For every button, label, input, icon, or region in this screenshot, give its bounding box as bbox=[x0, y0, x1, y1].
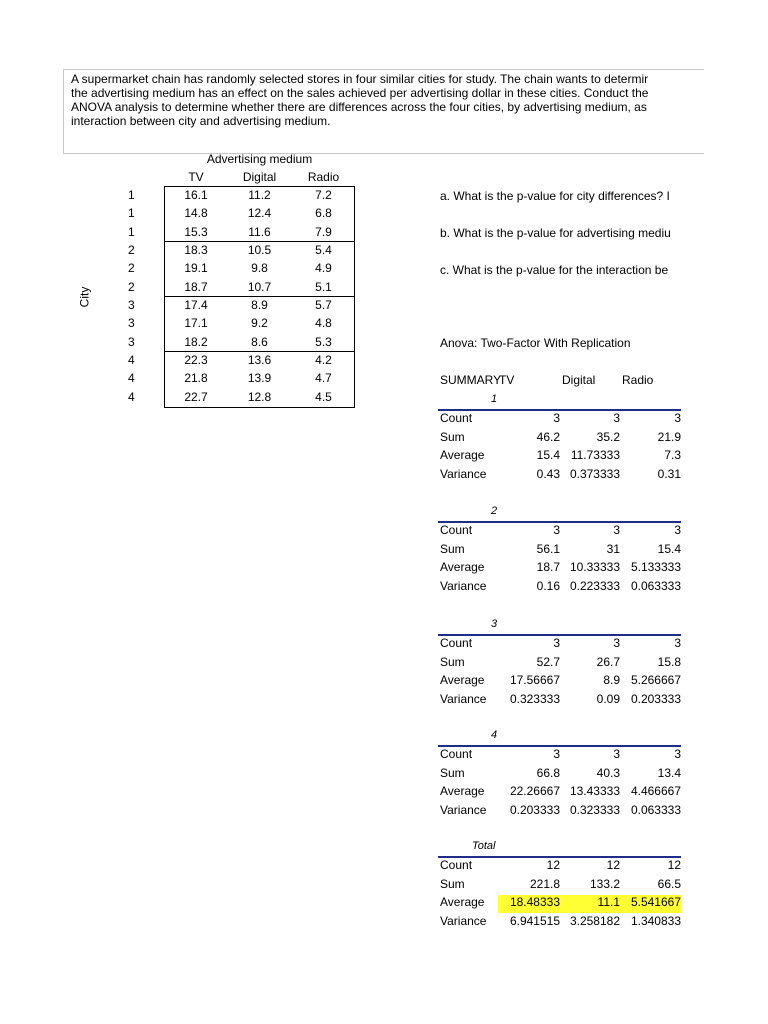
value-cell: 22.3 bbox=[184, 353, 208, 367]
summary-label: SUMMARY bbox=[440, 373, 502, 387]
value-cell: 7.2 bbox=[315, 188, 332, 202]
problem-line: ANOVA analysis to determine whether there are differences across the four cities, by advertising medium, as bbox=[71, 100, 647, 114]
city-cell: 1 bbox=[128, 188, 135, 202]
stat-label: Sum bbox=[440, 430, 465, 444]
stat-value: 0.063333 bbox=[630, 803, 681, 817]
value-cell: 17.4 bbox=[184, 298, 208, 312]
city-cell: 3 bbox=[128, 316, 135, 330]
stat-value: 26.7 bbox=[596, 655, 620, 669]
value-cell: 8.9 bbox=[251, 298, 268, 312]
value-cell: 18.7 bbox=[184, 280, 208, 294]
stat-value: 18.48333 bbox=[509, 895, 560, 909]
stat-value: 0.223333 bbox=[569, 579, 620, 593]
stat-value: 0.323333 bbox=[569, 803, 620, 817]
value-cell: 22.7 bbox=[184, 390, 208, 404]
stat-label: Count bbox=[440, 523, 473, 537]
value-cell: 4.9 bbox=[315, 261, 332, 275]
value-cell: 9.8 bbox=[251, 261, 268, 275]
stat-value: 46.2 bbox=[536, 430, 560, 444]
value-cell: 12.8 bbox=[247, 390, 272, 404]
col-header-radio: Radio bbox=[307, 170, 340, 184]
stat-value: 40.3 bbox=[596, 766, 620, 780]
value-cell: 5.7 bbox=[315, 298, 332, 312]
stat-value: 0.43 bbox=[536, 467, 560, 481]
stat-value: 15.4 bbox=[657, 542, 681, 556]
stat-value: 3 bbox=[674, 411, 681, 425]
stat-value: 8.9 bbox=[603, 673, 620, 687]
stat-value: 3 bbox=[553, 636, 560, 650]
city-cell: 2 bbox=[128, 261, 135, 275]
stat-value: 3 bbox=[613, 411, 620, 425]
col-header-digital: Digital bbox=[242, 170, 277, 184]
stat-label: Variance bbox=[440, 803, 487, 817]
value-cell: 11.6 bbox=[248, 225, 271, 239]
stat-value: 10.33333 bbox=[569, 560, 620, 574]
city-separator bbox=[164, 296, 355, 297]
value-cell: 13.6 bbox=[247, 353, 272, 367]
stat-label: Sum bbox=[440, 766, 465, 780]
group-label: 4 bbox=[491, 729, 498, 741]
stat-value: 17.56667 bbox=[509, 673, 560, 687]
group-label: Total bbox=[472, 840, 496, 852]
value-cell: 21.8 bbox=[184, 371, 208, 385]
stat-label: Sum bbox=[440, 655, 465, 669]
stat-value: 3 bbox=[553, 523, 560, 537]
value-cell: 4.5 bbox=[315, 390, 332, 404]
city-cell: 1 bbox=[128, 225, 135, 239]
stat-value: 22.26667 bbox=[509, 784, 560, 798]
value-cell: 17.1 bbox=[184, 316, 208, 330]
stat-value: 6.941515 bbox=[509, 914, 560, 928]
stat-label: Variance bbox=[440, 467, 487, 481]
stat-value: 0.063333 bbox=[630, 579, 681, 593]
stat-value: 7.3 bbox=[664, 448, 681, 462]
value-cell: 5.4 bbox=[315, 243, 332, 257]
city-separator bbox=[164, 241, 355, 242]
stat-value: 13.43333 bbox=[569, 784, 620, 798]
problem-line: the advertising medium has an effect on the sales achieved per advertising dollar in these cities. Conduct the bbox=[71, 86, 649, 100]
stat-value: 3.258182 bbox=[569, 914, 620, 928]
stat-value: 0.09 bbox=[596, 692, 620, 706]
value-cell: 19.1 bbox=[184, 261, 208, 275]
group-label: 1 bbox=[491, 393, 498, 405]
stat-value: 12 bbox=[606, 858, 620, 872]
anova-title: Anova: Two-Factor With Replication bbox=[440, 336, 631, 350]
summary-col-radio: Radio bbox=[622, 373, 654, 387]
value-cell: 16.1 bbox=[184, 188, 208, 202]
stat-value: 221.8 bbox=[529, 877, 560, 891]
stat-value: 133.2 bbox=[589, 877, 620, 891]
stat-value: 0.16 bbox=[536, 579, 560, 593]
stat-value: 56.1 bbox=[536, 542, 560, 556]
value-cell: 15.3 bbox=[184, 225, 208, 239]
summary-col-digital: Digital bbox=[562, 373, 596, 387]
stat-value: 3 bbox=[553, 747, 560, 761]
row-factor-label: City bbox=[77, 286, 92, 308]
stat-value: 15.4 bbox=[536, 448, 560, 462]
stat-value: 5.266667 bbox=[630, 673, 681, 687]
value-cell: 10.5 bbox=[247, 243, 272, 257]
stat-label: Sum bbox=[440, 877, 465, 891]
stat-value: 15.8 bbox=[657, 655, 681, 669]
city-cell: 4 bbox=[128, 390, 135, 404]
city-cell: 3 bbox=[128, 298, 135, 312]
stat-value: 0.323333 bbox=[509, 692, 560, 706]
stat-label: Average bbox=[440, 673, 485, 687]
question-c: c. What is the p-value for the interaction be bbox=[440, 263, 669, 277]
question-a: a. What is the p-value for city differences? I bbox=[440, 189, 670, 203]
city-cell: 3 bbox=[128, 335, 135, 349]
stat-label: Average bbox=[440, 784, 485, 798]
stat-value: 0.203333 bbox=[630, 692, 681, 706]
col-header-tv: TV bbox=[188, 170, 204, 184]
stat-value: 3 bbox=[674, 747, 681, 761]
city-separator bbox=[164, 351, 355, 352]
value-cell: 4.7 bbox=[315, 371, 332, 385]
group-label: 3 bbox=[491, 618, 498, 630]
stat-value: 3 bbox=[553, 411, 560, 425]
stat-label: Count bbox=[440, 858, 473, 872]
stat-value: 3 bbox=[613, 747, 620, 761]
problem-statement bbox=[71, 72, 681, 128]
city-cell: 1 bbox=[128, 206, 135, 220]
stat-value: 12 bbox=[667, 858, 681, 872]
value-cell: 14.8 bbox=[184, 206, 208, 220]
summary-col-tv: TV bbox=[499, 373, 515, 387]
value-cell: 13.9 bbox=[247, 371, 272, 385]
stat-label: Count bbox=[440, 636, 473, 650]
group-header: Advertising medium bbox=[206, 152, 313, 166]
stat-value: 5.133333 bbox=[630, 560, 681, 574]
value-cell: 18.3 bbox=[184, 243, 208, 257]
city-cell: 2 bbox=[128, 280, 135, 294]
stat-value: 0.31 bbox=[657, 467, 681, 481]
value-cell: 5.1 bbox=[315, 280, 332, 294]
problem-line: A supermarket chain has randomly selected stores in four similar cities for study. The chain wants to determir bbox=[71, 72, 649, 86]
stat-value: 12 bbox=[546, 858, 560, 872]
stat-label: Average bbox=[440, 895, 485, 909]
stat-label: Average bbox=[440, 560, 485, 574]
stat-value: 52.7 bbox=[536, 655, 560, 669]
stat-label: Average bbox=[440, 448, 485, 462]
stat-value: 1.340833 bbox=[630, 914, 681, 928]
stat-value: 35.2 bbox=[596, 430, 620, 444]
value-cell: 12.4 bbox=[247, 206, 272, 220]
city-cell: 2 bbox=[128, 243, 135, 257]
stat-label: Count bbox=[440, 411, 473, 425]
stat-value: 3 bbox=[674, 523, 681, 537]
value-cell: 4.2 bbox=[315, 353, 332, 367]
stat-value: 11.73333 bbox=[570, 448, 620, 462]
value-cell: 4.8 bbox=[315, 316, 332, 330]
group-label: 2 bbox=[491, 505, 498, 517]
question-b: b. What is the p-value for advertising mediu bbox=[440, 226, 671, 240]
value-cell: 7.9 bbox=[315, 225, 332, 239]
stat-value: 3 bbox=[613, 523, 620, 537]
value-cell: 11.2 bbox=[248, 188, 271, 202]
city-cell: 4 bbox=[128, 353, 135, 367]
value-cell: 5.3 bbox=[315, 335, 332, 349]
stat-value: 0.203333 bbox=[509, 803, 560, 817]
stat-value: 31 bbox=[606, 542, 620, 556]
stat-label: Variance bbox=[440, 914, 487, 928]
value-cell: 6.8 bbox=[315, 206, 332, 220]
stat-value: 13.4 bbox=[657, 766, 681, 780]
stat-value: 3 bbox=[613, 636, 620, 650]
value-cell: 18.2 bbox=[184, 335, 208, 349]
stat-value: 66.5 bbox=[657, 877, 681, 891]
value-cell: 9.2 bbox=[251, 316, 268, 330]
problem-line: interaction between city and advertising medium. bbox=[71, 114, 331, 128]
stat-value: 0.373333 bbox=[569, 467, 620, 481]
value-cell: 8.6 bbox=[251, 335, 268, 349]
stat-value: 21.9 bbox=[657, 430, 681, 444]
stat-label: Variance bbox=[440, 579, 487, 593]
stat-value: 18.7 bbox=[536, 560, 560, 574]
value-cell: 10.7 bbox=[247, 280, 272, 294]
stat-value: 66.8 bbox=[536, 766, 560, 780]
stat-value: 3 bbox=[674, 636, 681, 650]
stat-value: 5.541667 bbox=[630, 895, 681, 909]
stat-label: Count bbox=[440, 747, 473, 761]
stat-value: 4.466667 bbox=[630, 784, 681, 798]
stat-label: Variance bbox=[440, 692, 487, 706]
stat-label: Sum bbox=[440, 542, 465, 556]
city-cell: 4 bbox=[128, 371, 135, 385]
stat-value: 11.1 bbox=[597, 895, 620, 909]
